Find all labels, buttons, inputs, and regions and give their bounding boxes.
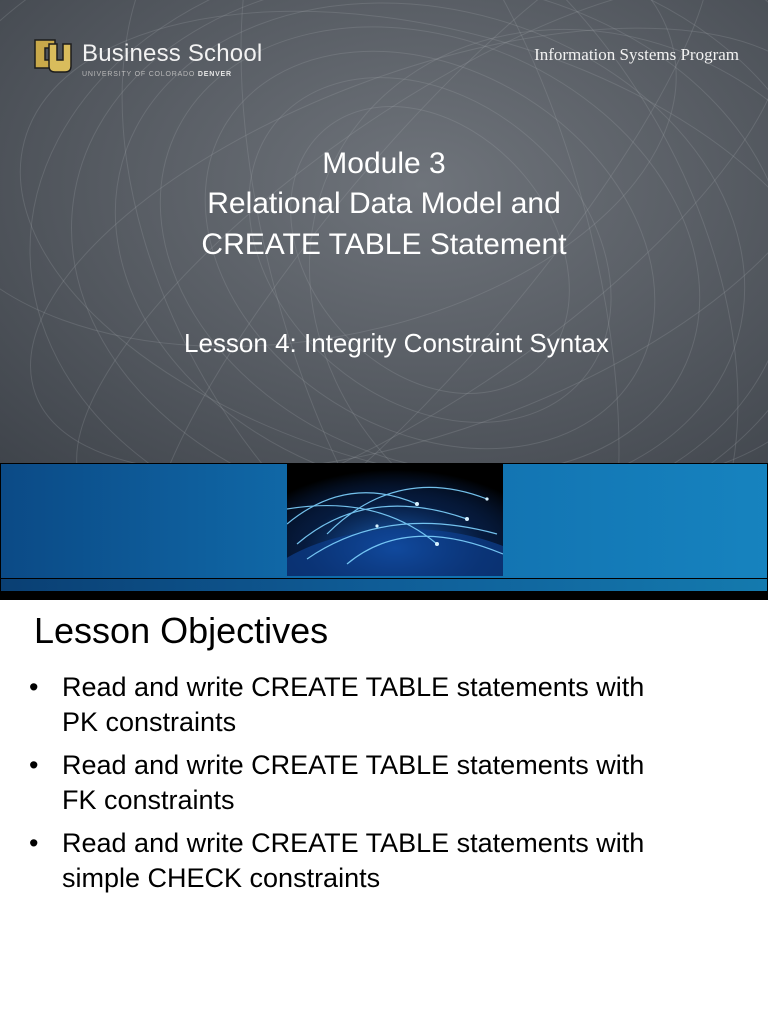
band-strip bbox=[1, 579, 767, 591]
objective-text-line2: simple CHECK constraints bbox=[62, 863, 381, 893]
header-band bbox=[0, 463, 768, 600]
objectives-title: Lesson Objectives bbox=[34, 610, 329, 651]
objectives-slide bbox=[0, 600, 768, 1024]
bullet-icon: • bbox=[29, 750, 39, 780]
objective-text-line1: Read and write CREATE TABLE statements with bbox=[62, 828, 645, 858]
brand-subtitle-university: UNIVERSITY OF COLORADO bbox=[82, 71, 198, 78]
brand-name: Business School bbox=[82, 40, 263, 67]
objective-item bbox=[29, 748, 749, 818]
objective-item bbox=[29, 826, 749, 896]
objective-text-line2: PK constraints bbox=[62, 707, 237, 737]
module-subtitle-line1: Relational Data Model and bbox=[207, 187, 561, 220]
network-globe-icon bbox=[287, 464, 503, 576]
lesson-title: Lesson 4: Integrity Constraint Syntax bbox=[184, 328, 609, 358]
module-title: Module 3 bbox=[322, 147, 446, 180]
objective-item bbox=[29, 670, 749, 740]
objectives-list bbox=[29, 670, 749, 904]
module-subtitle-line2: CREATE TABLE Statement bbox=[201, 228, 567, 261]
cu-logo-icon bbox=[33, 34, 73, 74]
title-slide bbox=[0, 0, 768, 463]
objective-text-line1: Read and write CREATE TABLE statements with bbox=[62, 750, 645, 780]
bullet-icon: • bbox=[29, 672, 39, 702]
brand-subtitle bbox=[82, 71, 232, 78]
network-globe-image bbox=[287, 464, 503, 576]
program-name: Information Systems Program bbox=[534, 45, 739, 64]
bullet-icon: • bbox=[29, 828, 39, 858]
objective-text-line2: FK constraints bbox=[62, 785, 235, 815]
brand-subtitle-city: DENVER bbox=[197, 71, 232, 78]
objective-text-line1: Read and write CREATE TABLE statements with bbox=[62, 672, 645, 702]
